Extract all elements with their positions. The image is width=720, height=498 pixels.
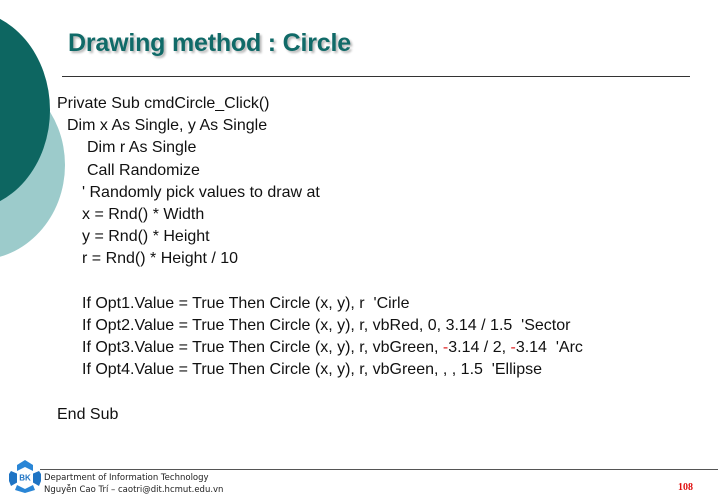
code-line: If Opt4.Value = True Then Circle (x, y), r, vbGreen, , , 1.5 'Ellipse (82, 361, 542, 379)
highlighted-minus: - (442, 339, 449, 357)
department-name: Department of Information Technology (44, 473, 209, 483)
code-line (57, 271, 583, 293)
code-line: Dim r As Single (87, 139, 197, 157)
slide-title: Drawing method : Circle (68, 29, 351, 57)
footer-credits (44, 472, 223, 496)
code-line: ' Randomly pick values to draw at (82, 183, 320, 201)
page-number: 108 (678, 482, 693, 493)
code-line (57, 381, 583, 403)
code-line: Private Sub cmdCircle_Click() (57, 95, 270, 112)
code-line: If Opt1.Value = True Then Circle (x, y), r 'Cirle (82, 294, 410, 312)
code-line: If Opt2.Value = True Then Circle (x, y), r, vbRed, 0, 3.14 / 1.5 'Sector (82, 316, 571, 334)
code-segment: 3.14 / 2, (448, 339, 511, 357)
code-line (57, 337, 583, 359)
title-divider (62, 76, 690, 77)
code-line: x = Rnd() * Width (82, 205, 205, 223)
code-segment: If Opt3.Value = True Then Circle (x, y), r, vbGreen, (82, 339, 443, 357)
code-segment: 3.14 'Arc (515, 339, 583, 357)
svg-text:BK: BK (19, 473, 31, 483)
university-logo-icon (8, 459, 42, 493)
footer-divider (40, 469, 718, 470)
code-line: y = Rnd() * Height (82, 228, 210, 246)
author-contact: Nguyễn Cao Trí – caotri@dit.hcmut.edu.vn (44, 485, 224, 495)
code-block (57, 93, 583, 426)
code-line: Dim x As Single, y As Single (67, 117, 268, 135)
code-line: r = Rnd() * Height / 10 (82, 250, 239, 268)
highlighted-minus: - (510, 339, 516, 357)
code-line: Call Randomize (87, 161, 200, 179)
code-line: End Sub (57, 405, 119, 423)
